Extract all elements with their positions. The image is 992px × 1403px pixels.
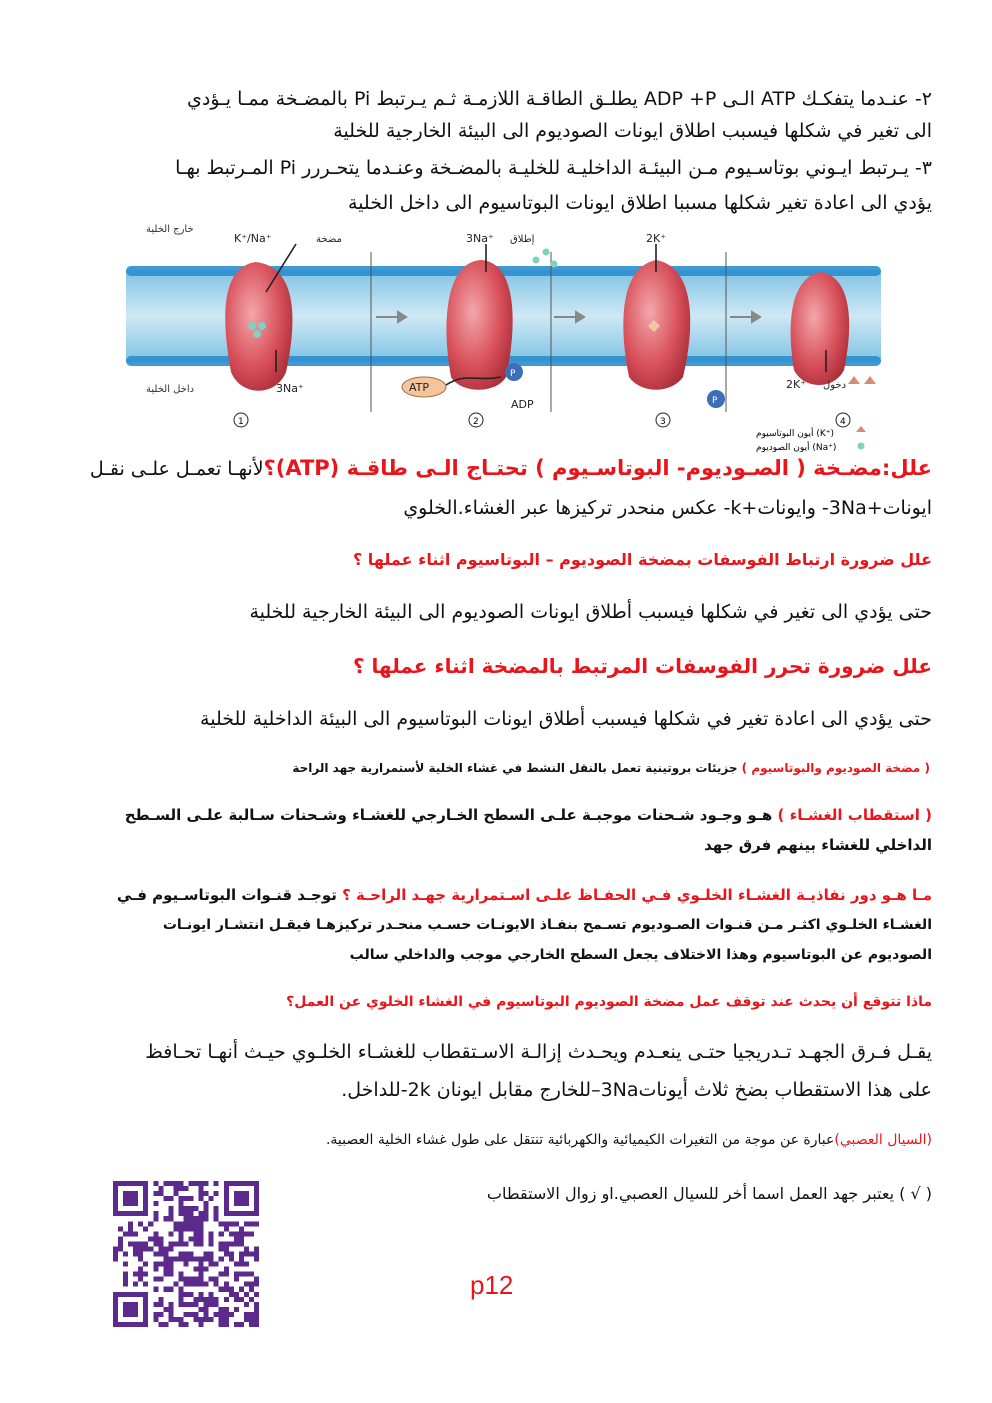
k-ion-triangle — [848, 376, 860, 384]
phosphate-label: P — [510, 369, 516, 379]
q2-title: علل ضرورة ارتباط الفوسفات بمضخة الصوديوم – البوتاسيوم اثناء عملها ؟ — [352, 550, 932, 569]
q4-answer-line2: الغشـاء الخلـوي اكثـر مـن قنـوات الصـوديوم تسـمح بنفـاذ الايونـات حسـب منحـدر تركيزهـا فيقـل انتشـار ايونـات — [162, 917, 932, 933]
outside-cell-label: خارج الخلية — [146, 224, 194, 235]
q1-line — [52, 453, 932, 484]
released-phosphate-label: P — [712, 396, 718, 406]
step-2: 2 — [473, 417, 479, 427]
q1-answer-inline: لأنهـا تعمـل علـى نقـل — [89, 458, 264, 480]
q1-answer-line2: ايونات+3Na- وايونات+k- عكس منحدر تركيزها عبر الغشاء.الخلوي — [403, 497, 932, 519]
q1-title: علل:مضـخة ( الصـوديوم- البوتاسـيوم ) تحتـاج الـى طاقـة (ATP)؟ — [263, 456, 932, 480]
def3-text: عبارة عن موجة من التغيرات الكيميائية والكهربائية تنتقل على طول غشاء الخلية العصبية. — [325, 1132, 835, 1148]
atp-label: ATP — [409, 381, 430, 394]
pump-protein-3 — [623, 260, 690, 390]
def2-term: ( استقطاب الغشـاء ) — [777, 806, 932, 824]
q5-answer-line2: على هذا الاستقطاب بضخ ثلاث أيونات3Na–للخارج مقابل ايونان 2k-للداخل. — [341, 1079, 932, 1101]
legend-na-swatch — [858, 443, 865, 450]
release-label: إطلاق — [510, 234, 535, 245]
q5-answer-line1: يقـل فـرق الجهـد تـدريجيا حتـى ينعـدم ويحـدث إزالـة الاسـتقطاب للغشـاء الخلـوي حيـث أنهـا تحـافظ — [145, 1041, 932, 1063]
para2-line1: ٢- عنـدما يتفكـك ATP الـى ADP +P يطلـق الطاقـة اللازمـة ثـم يـرتبط Pi بالمضـخة ممـا يـؤدي — [187, 88, 932, 110]
released-na-ions — [533, 249, 558, 268]
def2-text-line2: الداخلي للغشاء بينهم فرق جهد — [704, 836, 932, 854]
legend-k: أيون البوتاسيوم (K⁺) — [756, 429, 835, 439]
q4-title: مـا هـو دور نفاذيـة الغشـاء الخلـوي فـي الحفـاظ علـى اسـتمرارية جهـد الراحـة ؟ — [342, 886, 932, 904]
qr-code[interactable] — [104, 1181, 268, 1327]
q4-line1 — [52, 880, 932, 910]
pump-label: مضخة — [316, 234, 342, 245]
legend-na: أيون الصوديوم (Na⁺) — [756, 443, 837, 452]
def1-line — [50, 756, 930, 780]
para3-line1: ٣- يـرتبط ايـوني بوتاسـيوم مـن البيئـة الداخليـة للخليـة بالمضـخة وعنـدما يتحـررر Pi المـرتبط بهـا — [175, 157, 932, 179]
q2-answer: حتى يؤدي الى تغير في شكلها فيسبب أطلاق ايونات الصوديوم الى البيئة الخارجية للخلية — [249, 601, 932, 623]
k2-inside-label: 2K⁺ — [786, 378, 807, 391]
sodium-potassium-pump-diagram — [126, 222, 881, 452]
q5-title: ماذا تتوقع أن يحدث عند توقف عمل مضخة الصوديوم البوتاسيوم في الغشاء الخلوي عن العمل؟ — [286, 994, 932, 1010]
na3-inside-label: 3Na⁺ — [276, 382, 304, 395]
entry-label: دخول — [823, 380, 847, 391]
def2-line1 — [52, 800, 932, 830]
na3-release-label: 3Na⁺ — [466, 232, 494, 245]
k-ion-triangle-2 — [864, 376, 876, 384]
check-line: ( √ ) يعتبر جهد العمل اسما أخر للسيال العصبي.او زوال الاستقطاب — [486, 1184, 932, 1203]
legend-k-swatch — [856, 426, 866, 432]
def1-text: جزيئات بروتينية تعمل بالنقل النشط في غشاء الخلية لأستمرارية جهد الراحة — [292, 761, 742, 775]
para2-line2: الى تغير في شكلها فيسبب اطلاق ايونات الصوديوم الى البيئة الخارجية للخلية — [333, 120, 932, 142]
inside-cell-label: داخل الخلية — [146, 384, 195, 395]
k2-outside-label: 2K⁺ — [646, 232, 667, 245]
step-1: 1 — [238, 417, 244, 427]
pump-protein-1 — [225, 262, 292, 391]
step-3: 3 — [660, 417, 666, 427]
def1-term: ( مضخة الصوديوم والبوتاسيوم ) — [741, 761, 930, 775]
q3-title: علل ضرورة تحرر الفوسفات المرتبط بالمضخة اثناء عملها ؟ — [352, 654, 932, 678]
q4-answer-line3: الصوديوم عن البوتاسيوم وهذا الاختلاف يجعل السطح الخارجي موجب والداخلي سالب — [349, 947, 932, 963]
step-numbers — [234, 413, 850, 427]
def3-term: (السيال العصبي) — [834, 1132, 932, 1148]
q4-answer-inline: توجـد قنـوات البوتاسـيوم فـي — [116, 886, 343, 904]
page-number: p12 — [470, 1270, 514, 1300]
def2-text-line1: هـو وجـود شـحنات موجبـة علـى السطح الخـارجي للغشـاء وشـحنات سـالبة علـى السـطح — [124, 806, 778, 824]
step-4: 4 — [840, 417, 846, 427]
def3-line — [52, 1125, 932, 1155]
q3-answer: حتى يؤدي الى اعادة تغير في شكلها فيسبب أطلاق ايونات البوتاسيوم الى البيئة الداخلية للخلية — [200, 708, 932, 730]
kna-label: K⁺/Na⁺ — [234, 232, 272, 245]
adp-label: ADP — [511, 398, 534, 411]
para3-line2: يؤدي الى اعادة تغير شكلها مسببا اطلاق ايونات البوتاسيوم الى داخل الخلية — [348, 192, 932, 214]
pump-protein-4 — [791, 272, 850, 385]
